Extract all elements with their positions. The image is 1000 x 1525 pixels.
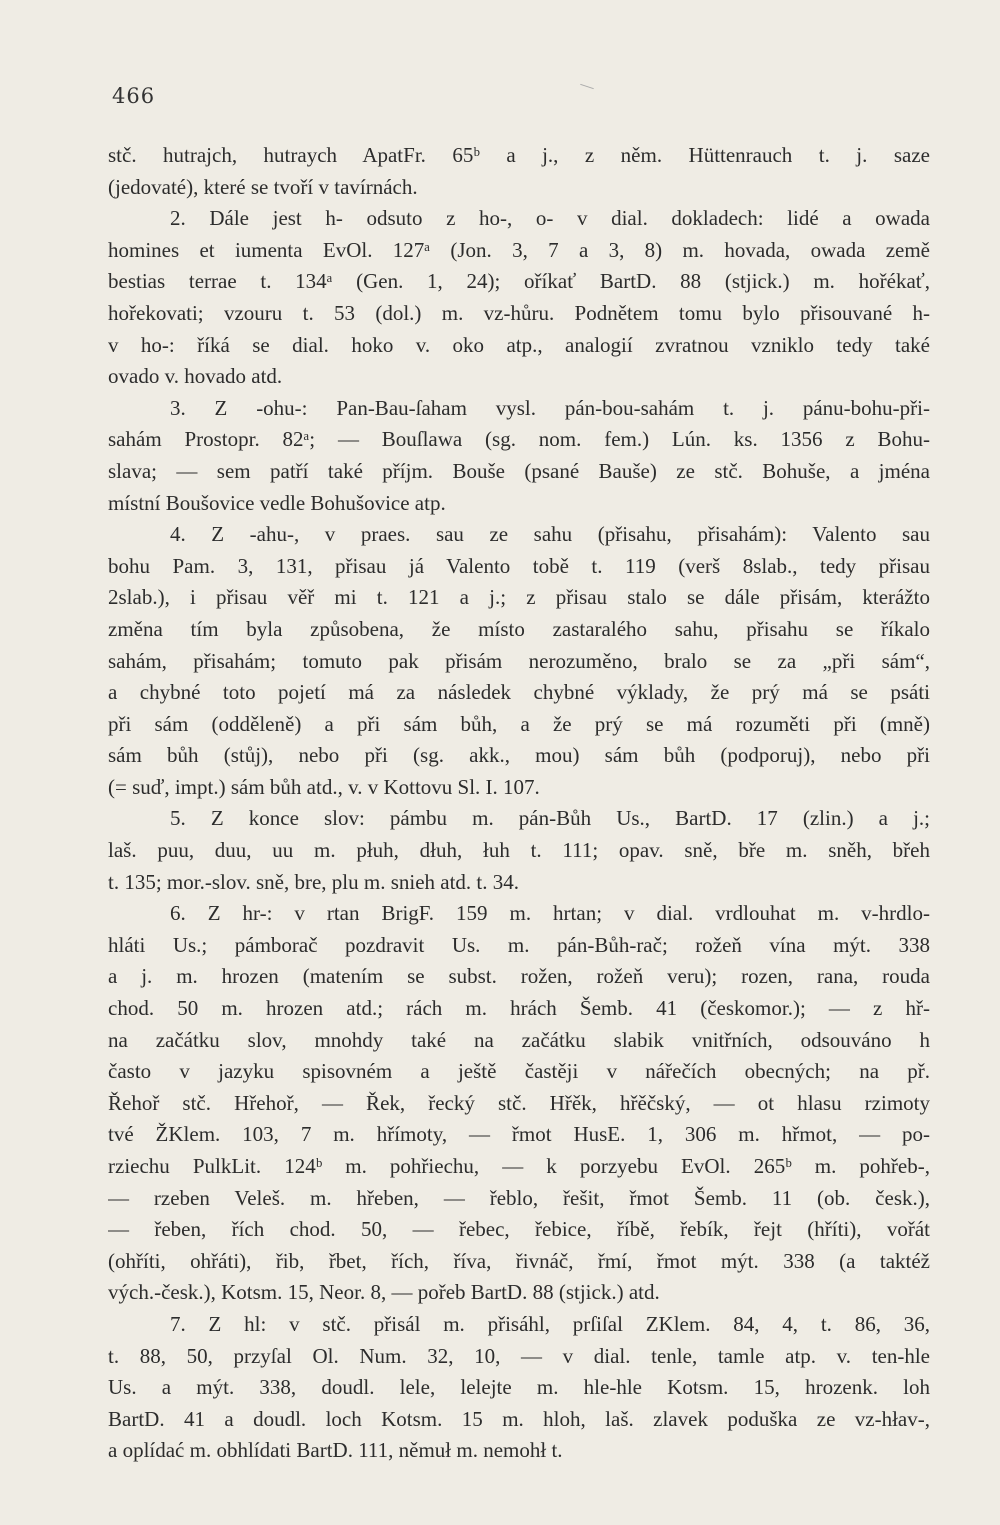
text-line: změna tím byla způsobena, že místo zastaralého sahu, přisahu se říkalo <box>108 616 930 641</box>
text-line: 7. Z hl: v stč. přisál m. přisáhl, prſiſal ZKlem. 84, 4, t. 86, 36, <box>170 1311 930 1336</box>
text-line: v ho-: říká se dial. hoko v. oko atp., analogií zvratnou vzniklo tedy také <box>108 332 930 357</box>
text-line: na začátku slov, mnohdy také na začátku slabik vnitřních, odsouváno h <box>108 1027 930 1052</box>
text-line: vých.-česk.), Kotsm. 15, Neor. 8, — pořeb BartD. 88 (stjick.) atd. <box>108 1280 660 1305</box>
text-line: sám bůh (stůj), nebo při (sg. akk., mou) sám bůh (podporuj), nebo při <box>108 743 930 768</box>
text-line: sahám Prostopr. 82ᵃ; — Bouſlawa (sg. nom. fem.) Lún. ks. 1356 z Bohu- <box>108 427 930 452</box>
scan-mark <box>580 84 594 89</box>
page-number: 466 <box>112 84 156 108</box>
text-line: 3. Z -ohu-: Pan-Bau-ſaham vysl. pán-bou-sahám t. j. pánu-bohu-při- <box>170 395 930 420</box>
text-line: BartD. 41 a doudl. loch Kotsm. 15 m. hloh, laš. zlavek poduška ze vz-hłav-, <box>108 1406 930 1431</box>
text-line: — rzeben Veleš. m. hřeben, — řeblo, řešit, řmot Šemb. 11 (ob. česk.), <box>108 1185 930 1210</box>
text-line: 4. Z -ahu-, v praes. sau ze sahu (přisahu, přisahám): Valento sau <box>170 522 930 547</box>
text-line: a j. m. hrozen (matením se subst. rožen, rožeň veru); rozen, rana, rouda <box>108 964 930 989</box>
text-line: homines et iumenta EvOl. 127ᵃ (Jon. 3, 7 a 3, 8) m. hovada, owada země <box>108 237 930 262</box>
text-line: sahám, přisahám; tomuto pak přisám nerozuměno, bralo se za „při sám“, <box>108 648 930 673</box>
text-line: bestias terrae t. 134ᵃ (Gen. 1, 24); oříkať BartD. 88 (stjick.) m. hořékať, <box>108 269 930 294</box>
text-line: rziechu PulkLit. 124ᵇ m. pohřiechu, — k porzyebu EvOl. 265ᵇ m. pohřeb-, <box>108 1154 930 1178</box>
text-line: a oplídać m. obhlídati BartD. 111, němuł m. nemohł t. <box>108 1438 563 1463</box>
text-line: (ohříti, ohřáti), řib, řbet, řích, říva, řivnáč, řmí, řmot mýt. 338 (a taktéž <box>108 1248 930 1273</box>
text-line: a chybné toto pojetí má za následek chybné výklady, že prý má se psáti <box>108 680 930 705</box>
text-line: — řeben, řích chod. 50, — řebec, řebice, říbě, řebík, řejt (hříti), vořát <box>108 1217 930 1242</box>
body-text <box>108 140 930 1467</box>
text-line: tvé ŽKlem. 103, 7 m. hřímoty, — řmot HusE. 1, 306 m. hřmot, — po- <box>108 1122 930 1147</box>
text-line: 5. Z konce slov: pámbu m. pán-Bůh Us., BartD. 17 (zlin.) a j.; <box>170 806 930 831</box>
text-line: (jedovaté), které se tvoří v tavírnách. <box>108 174 418 199</box>
text-line: hořekovati; vzouru t. 53 (dol.) m. vz-hůru. Podnětem tomu bylo přisouvané h- <box>108 300 930 325</box>
text-line: často v jazyku spisovném a ještě častěji v nářečích obecných; na př. <box>108 1059 930 1084</box>
text-line: (= suď, impt.) sám bůh atd., v. v Kottovu Sl. I. 107. <box>108 774 540 799</box>
text-line: 2slab.), i přisau věř mi t. 121 a j.; z přisau stalo se dále přisám, kterážto <box>108 585 930 610</box>
text-line: 2. Dále jest h- odsuto z ho-, o- v dial. dokladech: lidé a owada <box>170 206 930 231</box>
text-line: ovado v. hovado atd. <box>108 364 283 389</box>
text-line: stč. hutrajch, hutraych ApatFr. 65ᵇ a j., z něm. Hüttenrauch t. j. saze <box>108 143 930 167</box>
text-line: t. 88, 50, przyſal Ol. Num. 32, 10, — v dial. tenle, tamle atp. v. ten-hle <box>108 1343 930 1368</box>
text-line: místní Boušovice vedle Bohušovice atp. <box>108 490 446 515</box>
text-line: hláti Us.; pámborač pozdravit Us. m. pán-Bůh-rač; rožeň vína mýt. 338 <box>108 932 930 957</box>
text-line: při sám (odděleně) a při sám bůh, a že prý se má rozuměti při (mně) <box>108 711 930 736</box>
text-line: slava; — sem patří také příjm. Bouše (psané Bauše) ze stč. Bohuše, a jména <box>108 458 930 483</box>
text-line: chod. 50 m. hrozen atd.; rách m. hrách Šemb. 41 (českomor.); — z hř- <box>108 996 930 1021</box>
text-line: laš. puu, duu, uu m. płuh, dłuh, łuh t. 111; opav. sně, bře m. sněh, břeh <box>108 838 930 863</box>
text-line: 6. Z hr-: v rtan BrigF. 159 m. hrtan; v dial. vrdlouhat m. v-hrdlo- <box>170 901 930 926</box>
text-line: Řehoř stč. Hřehoř, — Řek, řecký stč. Hřěk, hřěčský, — ot hlasu rzimoty <box>108 1090 930 1115</box>
text-line: Us. a mýt. 338, doudl. lele, lelejte m. hle-hle Kotsm. 15, hrozenk. loh <box>108 1375 930 1400</box>
text-line: bohu Pam. 3, 131, přisau já Valento tobě t. 119 (verš 8slab., tedy přisau <box>108 553 930 578</box>
text-line: t. 135; mor.-slov. sně, bre, plu m. snieh atd. t. 34. <box>108 869 520 894</box>
